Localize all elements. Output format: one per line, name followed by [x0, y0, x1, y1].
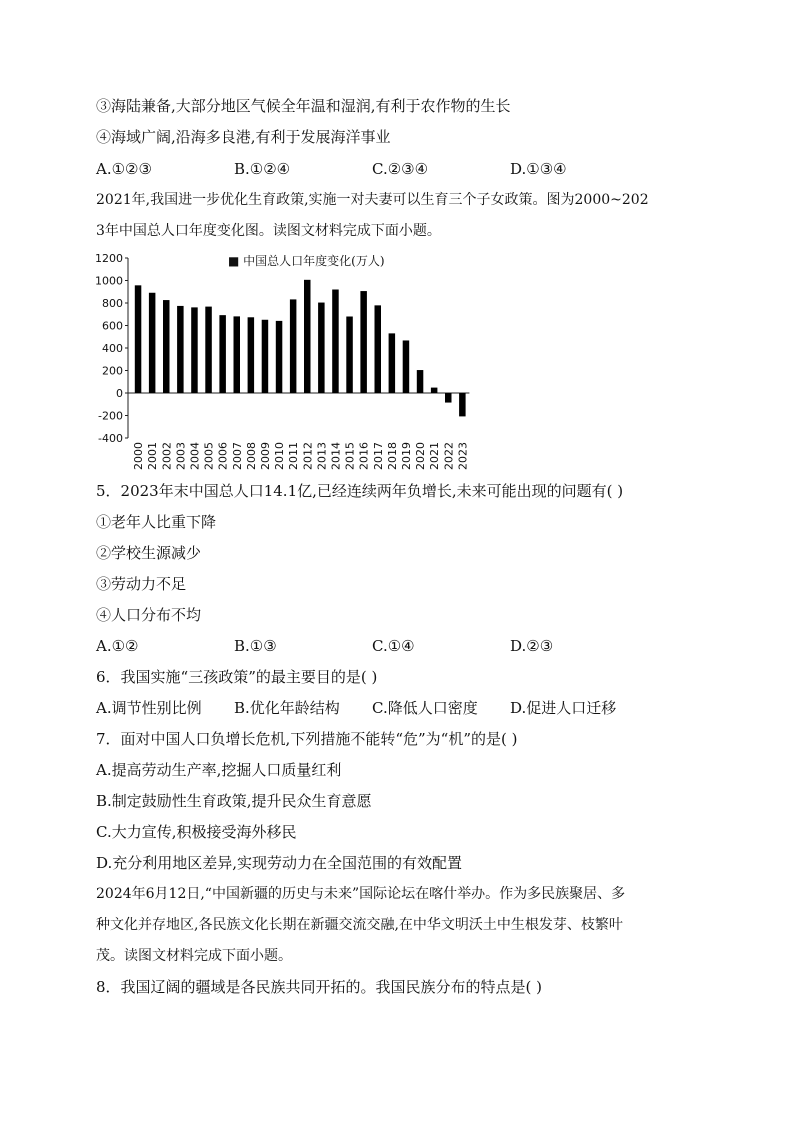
option-b[interactable]: B.①③ [234, 637, 277, 655]
material-intro-1a: 2021年,我国进一步优化生育政策,实施一对夫妻可以生育三个子女政策。图为2000~202 [96, 192, 649, 208]
x-tick-label: 2014 [329, 442, 343, 470]
question-7: 7．面对中国人口负增长危机,下列措施不能转“危”为“机”的是( ) [96, 730, 518, 748]
q7-option-a[interactable]: A.提高劳动生产率,挖掘人口质量红利 [96, 761, 342, 779]
x-tick-label: 2006 [216, 442, 230, 470]
population-change-chart [90, 250, 490, 475]
text-line-4: ④海域广阔,沿海多良港,有利于发展海洋事业 [96, 128, 391, 146]
x-tick-label: 2013 [315, 442, 329, 470]
option-c[interactable]: C.降低人口密度 [372, 699, 478, 717]
chart-legend: ■ 中国总人口年度变化(万人) [228, 254, 385, 268]
bar-2004 [191, 307, 198, 393]
bar-2023 [459, 393, 466, 416]
bar-2014 [332, 290, 339, 394]
q5-item-1: ①老年人比重下降 [96, 513, 217, 531]
bar-2003 [177, 306, 184, 393]
y-tick-label: 200 [102, 364, 123, 378]
x-tick-label: 2020 [414, 442, 428, 470]
q5-item-4: ④人口分布不均 [96, 606, 202, 624]
x-tick-label: 2002 [160, 442, 174, 470]
x-tick-label: 2001 [146, 442, 160, 470]
x-tick-label: 2008 [244, 442, 258, 470]
bars [135, 280, 466, 417]
option-d[interactable]: D.②③ [510, 637, 554, 655]
bar-2019 [403, 340, 410, 393]
x-tick-label: 2023 [456, 442, 470, 470]
x-tick-label: 2015 [343, 442, 357, 470]
x-tick-label: 2004 [188, 442, 202, 470]
question-6: 6．我国实施“三孩政策”的最主要目的是( ) [96, 668, 378, 686]
x-tick-label: 2007 [230, 442, 244, 470]
question-8: 8．我国辽阔的疆域是各民族共同开拓的。我国民族分布的特点是( ) [96, 978, 543, 996]
text-line-3: ③海陆兼备,大部分地区气候全年温和湿润,有利于农作物的生长 [96, 97, 511, 115]
option-d[interactable]: D.①③④ [510, 160, 567, 178]
x-tick-label: 2016 [357, 442, 371, 470]
x-tick-label: 2005 [202, 442, 216, 470]
y-tick-label: -400 [98, 432, 123, 445]
x-tick-label: 2000 [132, 442, 146, 470]
option-b[interactable]: B.优化年龄结构 [234, 699, 340, 717]
q5-options [96, 636, 696, 656]
bar-2002 [163, 300, 170, 393]
bar-2011 [290, 299, 297, 393]
bar-2009 [262, 320, 269, 393]
bar-2000 [135, 285, 142, 393]
bar-2020 [417, 370, 424, 393]
bar-2007 [234, 316, 241, 393]
option-c[interactable]: C.①④ [372, 637, 415, 655]
q5-item-2: ②学校生源减少 [96, 544, 202, 562]
question-5: 5．2023年末中国总人口14.1亿,已经连续两年负增长,未来可能出现的问题有( ) [96, 482, 624, 500]
q7-option-c[interactable]: C.大力宣传,积极接受海外移民 [96, 823, 297, 841]
material-intro-1b: 3年中国总人口年度变化图。读图文材料完成下面小题。 [96, 223, 441, 239]
bar-2008 [248, 317, 255, 393]
x-tick-label: 2012 [301, 442, 315, 470]
bar-2016 [360, 291, 367, 393]
q6-options [96, 698, 696, 718]
x-axis-labels [132, 442, 469, 470]
x-tick-label: 2019 [399, 442, 413, 470]
bar-2013 [318, 303, 325, 393]
bar-2022 [445, 393, 452, 403]
option-a[interactable]: A.调节性别比例 [96, 699, 202, 717]
bar-2010 [276, 321, 283, 393]
x-tick-label: 2018 [385, 442, 399, 470]
bar-2015 [346, 317, 353, 394]
bar-2012 [304, 280, 311, 393]
x-tick-label: 2010 [273, 442, 287, 470]
bar-2006 [219, 315, 226, 393]
option-b[interactable]: B.①②④ [234, 160, 291, 178]
x-tick-label: 2022 [442, 442, 456, 470]
q4-options [96, 159, 696, 179]
y-tick-label: 1200 [95, 252, 123, 265]
bar-2017 [375, 305, 382, 393]
bar-2005 [205, 307, 212, 393]
y-tick-label: 0 [116, 387, 123, 400]
bar-2018 [389, 333, 396, 393]
x-tick-label: 2017 [371, 442, 385, 470]
q7-option-d[interactable]: D.充分利用地区差异,实现劳动力在全国范围的有效配置 [96, 854, 463, 872]
option-a[interactable]: A.①② [96, 637, 139, 655]
y-tick-label: -200 [98, 409, 123, 423]
y-tick-label: 600 [102, 319, 123, 333]
x-tick-label: 2011 [287, 442, 301, 470]
material-intro-2c: 茂。读图文材料完成下面小题。 [96, 948, 292, 964]
x-tick-label: 2003 [174, 442, 188, 470]
y-tick-label: 400 [102, 342, 123, 355]
option-d[interactable]: D.促进人口迁移 [510, 699, 617, 717]
q7-option-b[interactable]: B.制定鼓励性生育政策,提升民众生育意愿 [96, 792, 372, 810]
q5-item-3: ③劳动力不足 [96, 575, 187, 593]
bar-2001 [149, 293, 156, 393]
y-tick-label: 800 [102, 297, 123, 310]
x-tick-label: 2009 [258, 442, 272, 470]
y-tick-label: 1000 [95, 274, 123, 288]
option-c[interactable]: C.②③④ [372, 160, 429, 178]
material-intro-2b: 种文化并存地区,各民族文化长期在新疆交流交融,在中华文明沃土中生根发芽、枝繁叶 [96, 917, 623, 933]
bar-2021 [431, 388, 438, 393]
material-intro-2a: 2024年6月12日,“中国新疆的历史与未来”国际论坛在喀什举办。作为多民族聚居、多 [96, 886, 626, 902]
x-tick-label: 2021 [428, 442, 442, 470]
option-a[interactable]: A.①②③ [96, 160, 152, 178]
